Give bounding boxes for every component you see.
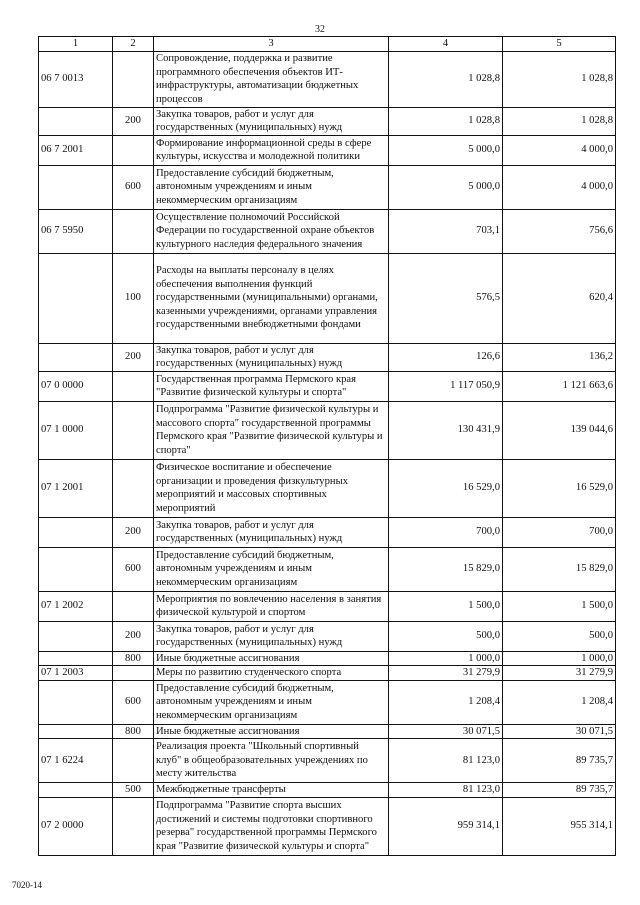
amount-col-4-cell: 1 117 050,9 bbox=[389, 371, 503, 401]
amount-col-5-cell: 955 314,1 bbox=[503, 797, 616, 855]
amount-col-4-cell: 15 829,0 bbox=[389, 547, 503, 591]
table-row bbox=[39, 459, 616, 517]
description-cell: Закупка товаров, работ и услуг для государственных (муниципальных) нужд bbox=[154, 107, 389, 135]
table-row bbox=[39, 621, 616, 651]
code-cell bbox=[39, 651, 113, 666]
expense-type-cell: 600 bbox=[113, 680, 154, 724]
page-number: 32 bbox=[315, 24, 325, 35]
amount-col-4-cell: 1 028,8 bbox=[389, 51, 503, 107]
code-cell bbox=[39, 253, 113, 343]
code-cell: 07 1 2002 bbox=[39, 591, 113, 621]
amount-col-5-cell: 136,2 bbox=[503, 343, 616, 371]
amount-col-4-cell: 1 000,0 bbox=[389, 651, 503, 666]
table-row bbox=[39, 739, 616, 783]
description-cell: Закупка товаров, работ и услуг для государственных (муниципальных) нужд bbox=[154, 343, 389, 371]
table-row bbox=[39, 253, 616, 343]
amount-col-5-cell: 15 829,0 bbox=[503, 547, 616, 591]
expense-type-cell: 100 bbox=[113, 253, 154, 343]
amount-col-4-cell: 1 028,8 bbox=[389, 107, 503, 135]
header-col-2: 2 bbox=[113, 37, 154, 52]
code-cell: 07 1 2001 bbox=[39, 459, 113, 517]
table-row bbox=[39, 797, 616, 855]
amount-col-4-cell: 16 529,0 bbox=[389, 459, 503, 517]
amount-col-4-cell: 5 000,0 bbox=[389, 135, 503, 165]
description-cell: Закупка товаров, работ и услуг для государственных (муниципальных) нужд bbox=[154, 621, 389, 651]
amount-col-5-cell: 30 071,5 bbox=[503, 724, 616, 739]
expense-type-cell bbox=[113, 51, 154, 107]
amount-col-4-cell: 500,0 bbox=[389, 621, 503, 651]
header-row bbox=[39, 37, 616, 52]
amount-col-4-cell: 30 071,5 bbox=[389, 724, 503, 739]
amount-col-5-cell: 4 000,0 bbox=[503, 135, 616, 165]
description-cell: Формирование информационной среды в сфере культуры, искусства и молодежной политики bbox=[154, 135, 389, 165]
amount-col-5-cell: 1 121 663,6 bbox=[503, 371, 616, 401]
code-cell bbox=[39, 680, 113, 724]
code-cell: 07 2 0000 bbox=[39, 797, 113, 855]
table-row bbox=[39, 547, 616, 591]
code-cell bbox=[39, 621, 113, 651]
expense-type-cell bbox=[113, 666, 154, 681]
table-row bbox=[39, 135, 616, 165]
amount-col-5-cell: 16 529,0 bbox=[503, 459, 616, 517]
description-cell: Подпрограмма "Развитие спорта высших достижений и системы подготовки спортивного резерва" государственной программы Пермского края "Развитие физической культуры и спорта" bbox=[154, 797, 389, 855]
budget-table bbox=[38, 36, 616, 856]
description-cell: Осуществление полномочий Российской Федерации по государственной охране объектов культурного наследия федерального значения bbox=[154, 209, 389, 253]
code-cell bbox=[39, 783, 113, 798]
amount-col-5-cell: 1 500,0 bbox=[503, 591, 616, 621]
amount-col-5-cell: 500,0 bbox=[503, 621, 616, 651]
table-row bbox=[39, 401, 616, 459]
description-cell: Закупка товаров, работ и услуг для государственных (муниципальных) нужд bbox=[154, 517, 389, 547]
expense-type-cell: 600 bbox=[113, 547, 154, 591]
code-cell: 07 1 6224 bbox=[39, 739, 113, 783]
expense-type-cell bbox=[113, 797, 154, 855]
amount-col-5-cell: 139 044,6 bbox=[503, 401, 616, 459]
amount-col-4-cell: 959 314,1 bbox=[389, 797, 503, 855]
description-cell: Расходы на выплаты персоналу в целях обеспечения выполнения функций государственными (муниципальными) органами, казенными учреждениями, органами управления государственными внебюджетными фондами bbox=[154, 253, 389, 343]
code-cell: 07 1 0000 bbox=[39, 401, 113, 459]
code-cell: 07 0 0000 bbox=[39, 371, 113, 401]
amount-col-5-cell: 31 279,9 bbox=[503, 666, 616, 681]
code-cell bbox=[39, 107, 113, 135]
expense-type-cell: 200 bbox=[113, 621, 154, 651]
amount-col-5-cell: 1 028,8 bbox=[503, 107, 616, 135]
description-cell: Иные бюджетные ассигнования bbox=[154, 724, 389, 739]
expense-type-cell: 200 bbox=[113, 107, 154, 135]
amount-col-4-cell: 31 279,9 bbox=[389, 666, 503, 681]
description-cell: Реализация проекта "Школьный спортивный клуб" в общеобразовательных учреждениях по месту жительства bbox=[154, 739, 389, 783]
table-row bbox=[39, 343, 616, 371]
description-cell: Межбюджетные трансферты bbox=[154, 783, 389, 798]
table-row bbox=[39, 165, 616, 209]
amount-col-4-cell: 1 500,0 bbox=[389, 591, 503, 621]
table-row bbox=[39, 591, 616, 621]
header-col-5: 5 bbox=[503, 37, 616, 52]
header-col-3: 3 bbox=[154, 37, 389, 52]
description-cell: Иные бюджетные ассигнования bbox=[154, 651, 389, 666]
expense-type-cell bbox=[113, 371, 154, 401]
amount-col-5-cell: 1 208,4 bbox=[503, 680, 616, 724]
amount-col-4-cell: 1 208,4 bbox=[389, 680, 503, 724]
code-cell: 07 1 2003 bbox=[39, 666, 113, 681]
header-col-4: 4 bbox=[389, 37, 503, 52]
description-cell: Предоставление субсидий бюджетным, автономным учреждениям и иным некоммерческим организациям bbox=[154, 680, 389, 724]
code-cell: 06 7 0013 bbox=[39, 51, 113, 107]
amount-col-4-cell: 81 123,0 bbox=[389, 783, 503, 798]
code-cell bbox=[39, 547, 113, 591]
amount-col-5-cell: 1 000,0 bbox=[503, 651, 616, 666]
description-cell: Предоставление субсидий бюджетным, автономным учреждениям и иным некоммерческим организациям bbox=[154, 165, 389, 209]
description-cell: Предоставление субсидий бюджетным, автономным учреждениям и иным некоммерческим организациям bbox=[154, 547, 389, 591]
description-cell: Государственная программа Пермского края "Развитие физической культуры и спорта" bbox=[154, 371, 389, 401]
expense-type-cell: 600 bbox=[113, 165, 154, 209]
table-row bbox=[39, 371, 616, 401]
document-code: 7020-14 bbox=[12, 880, 42, 890]
amount-col-4-cell: 81 123,0 bbox=[389, 739, 503, 783]
expense-type-cell: 800 bbox=[113, 724, 154, 739]
table-row bbox=[39, 517, 616, 547]
code-cell: 06 7 5950 bbox=[39, 209, 113, 253]
header-col-1: 1 bbox=[39, 37, 113, 52]
description-cell: Мероприятия по вовлечению населения в занятия физической культурой и спортом bbox=[154, 591, 389, 621]
table-row bbox=[39, 680, 616, 724]
amount-col-5-cell: 89 735,7 bbox=[503, 783, 616, 798]
amount-col-5-cell: 89 735,7 bbox=[503, 739, 616, 783]
table-row bbox=[39, 107, 616, 135]
amount-col-4-cell: 576,5 bbox=[389, 253, 503, 343]
amount-col-5-cell: 1 028,8 bbox=[503, 51, 616, 107]
expense-type-cell bbox=[113, 459, 154, 517]
code-cell bbox=[39, 517, 113, 547]
amount-col-5-cell: 620,4 bbox=[503, 253, 616, 343]
amount-col-4-cell: 130 431,9 bbox=[389, 401, 503, 459]
expense-type-cell: 200 bbox=[113, 517, 154, 547]
code-cell: 06 7 2001 bbox=[39, 135, 113, 165]
table-row bbox=[39, 666, 616, 681]
amount-col-4-cell: 703,1 bbox=[389, 209, 503, 253]
amount-col-4-cell: 700,0 bbox=[389, 517, 503, 547]
table-row bbox=[39, 651, 616, 666]
amount-col-4-cell: 5 000,0 bbox=[389, 165, 503, 209]
expense-type-cell: 200 bbox=[113, 343, 154, 371]
description-cell: Подпрограмма "Развитие физической культуры и массового спорта" государственной программы Пермского края "Развитие физической культуры и спорта" bbox=[154, 401, 389, 459]
amount-col-4-cell: 126,6 bbox=[389, 343, 503, 371]
amount-col-5-cell: 4 000,0 bbox=[503, 165, 616, 209]
table-row bbox=[39, 51, 616, 107]
description-cell: Сопровождение, поддержка и развитие программного обеспечения объектов ИТ-инфраструктуры, автоматизации бюджетных процессов bbox=[154, 51, 389, 107]
expense-type-cell bbox=[113, 591, 154, 621]
description-cell: Меры по развитию студенческого спорта bbox=[154, 666, 389, 681]
amount-col-5-cell: 756,6 bbox=[503, 209, 616, 253]
expense-type-cell bbox=[113, 209, 154, 253]
expense-type-cell: 800 bbox=[113, 651, 154, 666]
expense-type-cell bbox=[113, 135, 154, 165]
expense-type-cell bbox=[113, 739, 154, 783]
code-cell bbox=[39, 724, 113, 739]
table-row bbox=[39, 783, 616, 798]
amount-col-5-cell: 700,0 bbox=[503, 517, 616, 547]
code-cell bbox=[39, 343, 113, 371]
expense-type-cell bbox=[113, 401, 154, 459]
expense-type-cell: 500 bbox=[113, 783, 154, 798]
table-row bbox=[39, 209, 616, 253]
description-cell: Физическое воспитание и обеспечение организации и проведения физкультурных мероприятий и массовых спортивных мероприятий bbox=[154, 459, 389, 517]
code-cell bbox=[39, 165, 113, 209]
table-row bbox=[39, 724, 616, 739]
